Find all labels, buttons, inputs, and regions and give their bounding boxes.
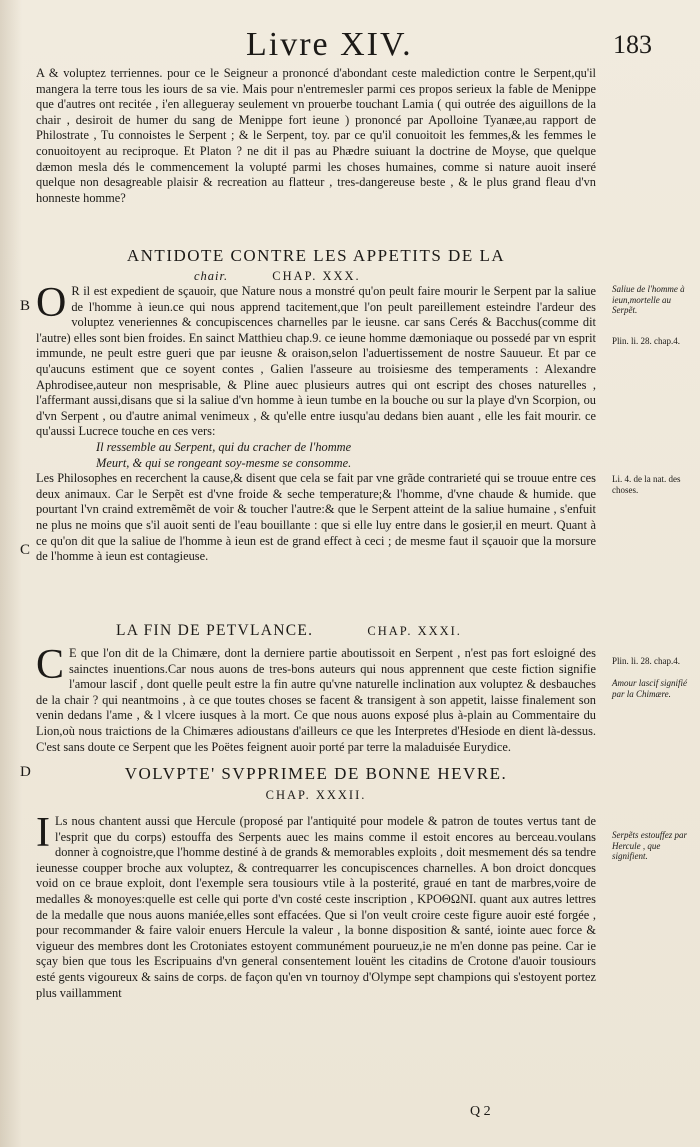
running-head: Livre XIV. xyxy=(246,26,413,63)
chapter-30-heading xyxy=(36,246,596,284)
chapter-30-title-cont: chair. xyxy=(194,269,229,283)
chapter-31-title: LA FIN DE PETVLANCE. xyxy=(116,622,314,639)
page-header xyxy=(0,20,700,68)
chapter-30-para-2: Les Philosophes en recerchent la cause,& disent que cela se fait par vne grãde contrarieté qui se trouue entre ces deux animaux. Car le Serpẽt est d'vne froide & seche temperature;& l'homme, d'vne chaude & humide. que pourtant l'vn craind extremẽmẽt de voir & toucher l'autre:& que le Serpent atteint de la saliue humaine , s'enfuit ne plus ne moins que s'il auoit senti de l'eau bouillante : que si elle luy entre dans le gosier,il en meurt. Quant à ce qu'on dit que la saliue de l'homme à ieun est de grand effect à ceci ; de mesme faut il sçauoir que la morsure de l'homme à ieun est contagieuse. xyxy=(36,471,596,564)
section-letter-d: D xyxy=(20,764,31,780)
margin-note-saliva: Saliue de l'homme à ieun,mortelle au Serpẽt. xyxy=(612,284,685,315)
opening-text: A & voluptez terriennes. pour ce le Seigneur a prononcé d'abondant ceste malediction contre le Serpent,qu'il mangera la terre tous les iours de sa vie. Mais pour n'entremesler parmi ces propos serieux la fable de Menippe que d'autres ont recitée , i'en allegueray seulement vn prouerbe touchant Lamia ( qui outrée des aiguillons de la chair , desiroit de humer du sang de Menippe fort ieune ) prononcé par Apolloine Tyanæe,au rapport de Philostrate , Tu connoistes le Serpent ; & le Serpent, toy. par ce qu'il conuoitoit les femmes,& les femmes le conuoitoyent au reciproque. Et Platon ? ne dit il pas au Phædre suiuant la doctrine de Moyse, que quelque dæmon mesla dés le commencement la volupté parmi les choses humaines, comme si nature auoit inseré quelque non desagreable plaisir & recreation au flatteur , tres-dangereuse beste , & le plus grand fleau d'vn honneste homme? xyxy=(36,66,596,205)
margin-note-pliny-2: Plin. li. 28. chap.4. xyxy=(612,656,680,666)
catchword-signature: Q 2 xyxy=(470,1104,491,1119)
lucretius-verse-1: Il ressemble au Serpent, qui du cracher de l'homme xyxy=(96,439,352,454)
section-letter-b: B xyxy=(20,298,31,314)
chapter-30-number: CHAP. XXX. xyxy=(272,269,361,283)
lucretius-verse-2: Meurt, & qui se rongeant soy-mesme se consomme. xyxy=(96,455,352,470)
margin-note-pliny-1: Plin. li. 28. chap.4. xyxy=(612,336,680,346)
chapter-32-dropcap: I xyxy=(36,810,50,856)
chapter-30-subline xyxy=(36,269,596,284)
chapter-31-para: E que l'on dit de la Chimære, dont la derniere partie aboutissoit en Serpent , n'est pas fort esloigné des sainctes inuentions.Car nous auons de tres-bons auteurs qui nous apprennent que ceste fiction signifie l'amour lascif , dont quelle peult estre la fin autre qu'vne naturelle inclination aux voluptez & desbauches de la chair ? qui neantmoins , à ce que toutes choses se facent & transigent à son appetit, laisse finalement son venin dedans l'ame , & l vlcere iusques à la mort. Ce que nous auons exposé plus à-plain au Commentaire du Lion,où nous traictions de la Chimæres adioustans d'ailleurs ce que les Interpretes d'Hesiode en dient là-dessus. C'est sans doute ce Serpent que les Poëtes feignent auoir porté par terre la maladuisée Eurydice. xyxy=(36,646,596,754)
chapter-30-dropcap: O xyxy=(36,280,67,326)
chapter-32-body xyxy=(36,810,596,1001)
margin-note-chimera: Amour lascif signifié par la Chimære. xyxy=(612,678,687,699)
section-letter-c: C xyxy=(20,542,31,558)
chapter-32-number: CHAP. XXXII. xyxy=(265,788,367,802)
margin-note-lucretius-ref: Li. 4. de la nat. des choses. xyxy=(612,474,681,495)
chapter-32-para: Ls nous chantent aussi que Hercule (proposé par l'antiquité pour modele & patron de toutes vertus tant de l'esprit que du corps) estouffa des Serpents auec les mains comme il estoit encores au berceau.voulans donner à cognoistre,que l'homme destiné à de grands & memorables exploits , doit mesmement dés sa tendre ieunesse coupper broche aux voluptez, & contrequarrer les concupiscences charnelles. A bon droict doncques void on ce braue exploit, dont l'exemple sera tousiours vtile à la posterité, graué en tant de marbres,voire de medalles & monoyes:quelle est celle qui porte d'vn costé ceste inscription , ΚΡΟΘΩΝΙ. quant aux autres lettres de la medalle que nous auons maniée,elles sont effacées. Que si l'on veult croire ceste figure auoir esté forgée , pour recommander & faire valoir enuers Hercule la valeur , la bonne disposition & santé, iointe auec force & vigueur des membres dont les Crotoniates estoyent communément pourueuz,ie ne m'en donne pas peine. Car ie sçay bien que tous les Escripuains d'vn general consentement louënt les citadins de Crotone d'auoir tousiours esté gents vigoureux & sains de corps. de façon qu'en vn tournoy d'Olympe sept champions qui s'estoyent portez plus vaillamment xyxy=(36,814,596,1000)
chapter-31-dropcap: C xyxy=(36,642,65,688)
chapter-30-title: ANTIDOTE CONTRE LES APPETITS DE LA xyxy=(126,246,506,265)
margin-note-hercules: Serpẽts estouffez par Hercule , que signifient. xyxy=(612,830,687,861)
page-number: 183 xyxy=(613,30,652,59)
chapter-31-body xyxy=(36,642,596,755)
chapter-31-number: CHAP. XXXI. xyxy=(367,624,462,638)
chapter-30-para-1: R il est expedient de sçauoir, que Nature nous a monstré qu'on peult faire mourir le Serpent par la saliue de l'homme à ieun.ce qui nous apprend tacitement,que l'on peult pareillement esteindre l'ardeur des voluptez veneriennes & concupiscences charnelles par le ieusne. car sans Cerés & Bacchus(comme dit l'autre) elles sont bien froides. En sainct Matthieu chap.9. ce ieune homme dæmoniaque ou possedé par vn esprit immunde, ne peult estre gueri que par ieusne & oraison,selon l'aduertissement de nostre Sauueur. Et par ce qu'aucuns estiment que ce soyent contes , Galien l'asseure au troisiesme des temperaments : Alexandre Aphrodisee,auteur non mesprisable, & Pline auec plusieurs autres qui ont escript des choses naturelles , l'affermant aussi,disans que si la saliue d'vn homme à ieun tumbe en la bouche ou sur la playe d'vn Scorpion, ou d'vn Serpent , ou d'autre animal venimeux , & qu'elle entre iusqu'au dedans bien auant , elle les fait mourir. ce qu'aussi Lucrece touche en ces vers: xyxy=(36,284,596,439)
chapter-32-heading xyxy=(36,764,596,803)
chapter-31-heading xyxy=(36,622,596,640)
opening-paragraph xyxy=(36,66,596,206)
chapter-30-body xyxy=(36,280,596,565)
chapter-32-title: VOLVPTE' SVPPRIMEE DE BONNE HEVRE. xyxy=(124,764,508,783)
